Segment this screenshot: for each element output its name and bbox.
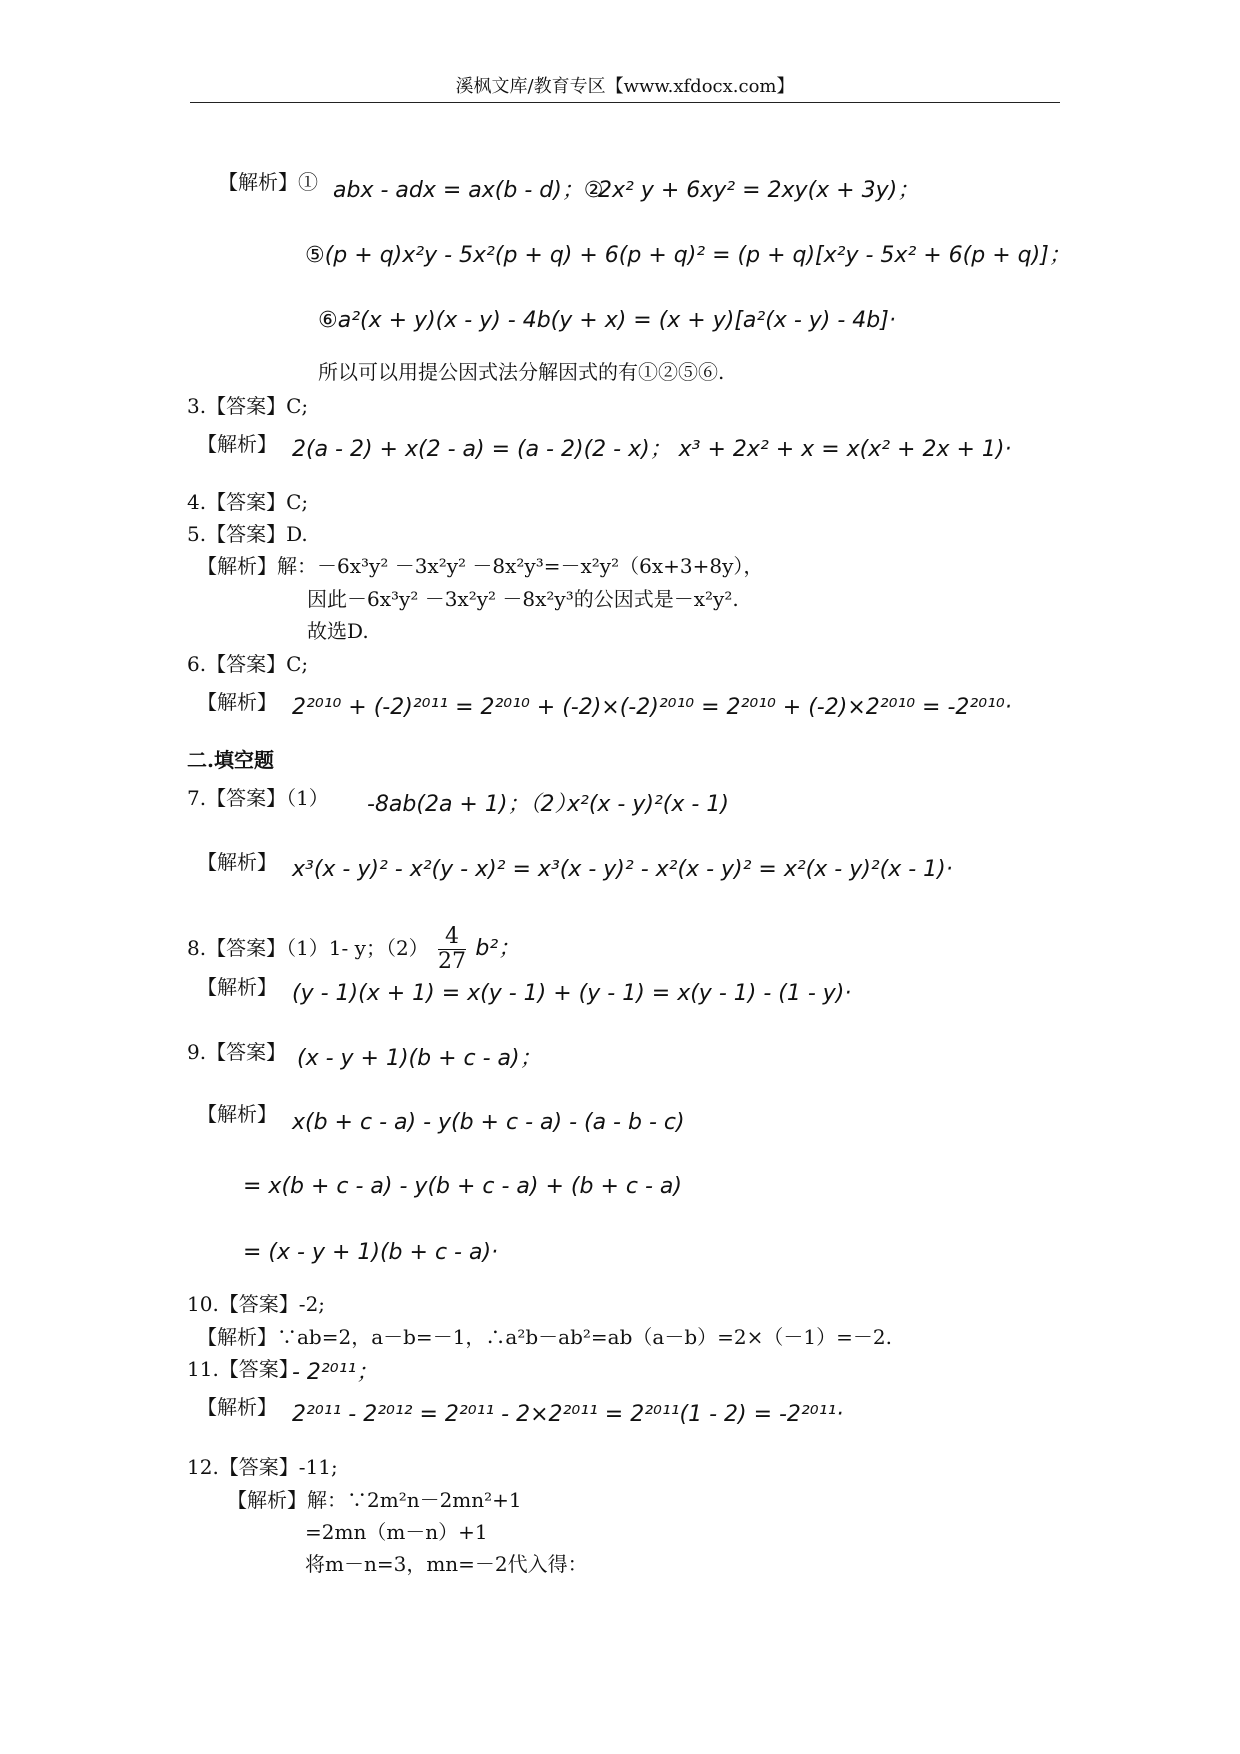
q9-answer: (x - y + 1)(b + c - a)；	[297, 1046, 542, 1071]
q9-analysis-label: 【解析】	[197, 1102, 277, 1126]
formula-1: abx - adx = ax(b - d)；②	[333, 178, 604, 203]
q5-analysis-2: 因此－6x³y² －3x²y² －8x²y³的公因式是－x²y².	[307, 587, 739, 611]
q11-analysis-label: 【解析】	[197, 1395, 277, 1419]
conclusion-text: 所以可以用提公因式法分解因式的有①②⑤⑥.	[318, 360, 725, 384]
q3-formula: 2(a - 2) + x(2 - a) = (a - 2)(2 - x)； x³ + 2x² + x = x(x² + 2x + 1)·	[292, 437, 1012, 462]
q10-answer: 10.【答案】-2;	[187, 1292, 326, 1316]
q6-answer: 6.【答案】C;	[187, 652, 309, 676]
q7-analysis-label: 【解析】	[197, 850, 277, 874]
q3-answer: 3.【答案】C;	[187, 394, 309, 418]
q3-analysis-label: 【解析】	[197, 432, 277, 456]
q8-answer	[187, 925, 520, 974]
q12-analysis-2: =2mn（m－n）+1	[305, 1520, 488, 1544]
q7-formula: x³(x - y)² - x²(y - x)² = x³(x - y)² - x²(x - y)² = x²(x - y)²(x - 1)·	[292, 857, 953, 882]
formula-6: ⑥a²(x + y)(x - y) - 4b(y + x) = (x + y)[a²(x - y) - 4b]·	[318, 308, 896, 333]
q4-answer: 4.【答案】C;	[187, 490, 309, 514]
q8-analysis-label: 【解析】	[197, 975, 277, 999]
q9-formula-1: x(b + c - a) - y(b + c - a) - (a - b - c)	[292, 1110, 685, 1135]
analysis-label: 【解析】①	[218, 170, 318, 194]
q6-analysis-label: 【解析】	[197, 690, 277, 714]
q12-analysis-3: 将m－n=3，mn=－2代入得：	[305, 1552, 588, 1576]
q7-answer-1: -8ab(2a + 1)；（2）	[367, 792, 577, 817]
q9-formula-2: = x(b + c - a) - y(b + c - a) + (b + c - a)	[243, 1174, 682, 1199]
q8-answer-text: 8.【答案】（1）1- y；（2）	[187, 936, 429, 961]
q9-formula-3: = (x - y + 1)(b + c - a)·	[243, 1240, 499, 1265]
q11-answer-label: 11.【答案】	[187, 1357, 299, 1381]
section-heading: 二.填空题	[187, 748, 274, 772]
q7-answer-label: 7.【答案】（1）	[187, 786, 329, 810]
q5-answer: 5.【答案】D.	[187, 522, 308, 546]
q11-formula: 2²⁰¹¹ - 2²⁰¹² = 2²⁰¹¹ - 2×2²⁰¹¹ = 2²⁰¹¹(1 - 2) = -2²⁰¹¹·	[292, 1402, 844, 1427]
q8-fraction-denominator: 27	[438, 949, 467, 975]
formula-5: ⑤(p + q)x²y - 5x²(p + q) + 6(p + q)² = (p + q)[x²y - 5x² + 6(p + q)]；	[305, 243, 1071, 268]
q8-fraction	[438, 925, 466, 974]
q12-analysis: 【解析】解：∵2m²n－2mn²+1	[227, 1488, 522, 1512]
q5-analysis-3: 故选D.	[307, 619, 369, 643]
q9-answer-label: 9.【答案】	[187, 1040, 287, 1064]
q11-answer: - 2²⁰¹¹；	[292, 1360, 379, 1385]
formula-2: 2x² y + 6xy² = 2xy(x + 3y)；	[598, 178, 920, 203]
page-header: 溪枫文库/教育专区【www.xfdocx.com】	[190, 72, 1060, 103]
q8-answer-tail: b²；	[475, 936, 521, 962]
q10-analysis: 【解析】∵ab=2，a－b=－1，∴a²b－ab²=ab（a－b）=2×（－1）=－2.	[197, 1325, 892, 1349]
q6-formula: 2²⁰¹⁰ + (-2)²⁰¹¹ = 2²⁰¹⁰ + (-2)×(-2)²⁰¹⁰ = 2²⁰¹⁰ + (-2)×2²⁰¹⁰ = -2²⁰¹⁰·	[292, 695, 1012, 720]
q12-answer: 12.【答案】-11;	[187, 1455, 338, 1479]
q8-fraction-numerator: 4	[438, 925, 466, 950]
q5-analysis: 【解析】解：－6x³y² －3x²y² －8x²y³=－x²y²（6x+3+8y），	[197, 554, 764, 578]
q7-answer-2: x²(x - y)²(x - 1)	[567, 792, 729, 817]
q8-formula: (y - 1)(x + 1) = x(y - 1) + (y - 1) = x(y - 1) - (1 - y)·	[292, 981, 852, 1006]
